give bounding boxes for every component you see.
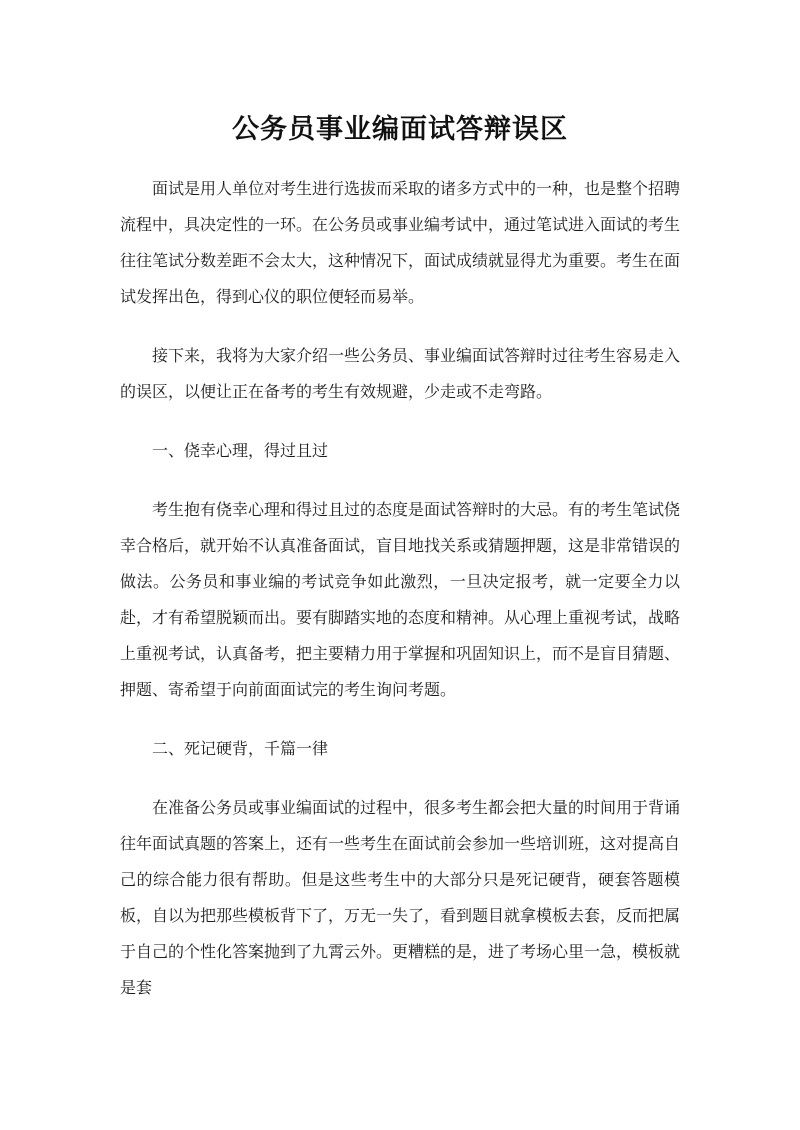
document-page bbox=[120, 105, 680, 1006]
document-title: 公务员事业编面试答辩误区 bbox=[232, 114, 568, 145]
section-heading-2: 二、死记硬背，千篇一律 bbox=[152, 739, 329, 758]
intro-paragraph: 面试是用人单位对考生进行选拔而采取的诸多方式中的一种，也是整个招聘流程中，具决定性的一环。在公务员或事业编考试中，通过笔试进入面试的考生往往笔试分数差距不会太大，这种情况下，面试成绩就显得尤为重要。考生在面试发挥出色，得到心仪的职位便轻而易举。 bbox=[120, 179, 681, 306]
section-2-paragraph: 在准备公务员或事业编面试的过程中，很多考生都会把大量的时间用于背诵往年面试真题的答案上，还有一些考生在面试前会参加一些培训班，这对提高自己的综合能力很有帮助。但是这些考生中的大部分只是死记硬背，硬套答题模板，自以为把那些模板背下了，万无一失了，看到题目就拿模板去套，反而把属于自己的个性化答案抛到了九霄云外。更糟糕的是，进了考场心里一急，模板就是套 bbox=[120, 798, 681, 997]
section-1-paragraph: 考生抱有侥幸心理和得过且过的态度是面试答辩时的大忌。有的考生笔试侥幸合格后，就开始不认真准备面试，盲目地找关系或猜题押题，这是非常错误的做法。公务员和事业编的考试竞争如此激烈，一旦决定报考，就一定要全力以赴，才有希望脱颖而出。要有脚踏实地的态度和精神。从心理上重视考试，战略上重视考试，认真备考，把主要精力用于掌握和巩固知识上，而不是盲目猜题、押题、寄希望于向前面面试完的考生询问考题。 bbox=[120, 500, 681, 699]
overview-paragraph: 接下来，我将为大家介绍一些公务员、事业编面试答辩时过往考生容易走入的误区，以便让正在备考的考生有效规避，少走或不走弯路。 bbox=[120, 346, 681, 401]
section-heading-1: 一、侥幸心理，得过且过 bbox=[152, 441, 329, 460]
